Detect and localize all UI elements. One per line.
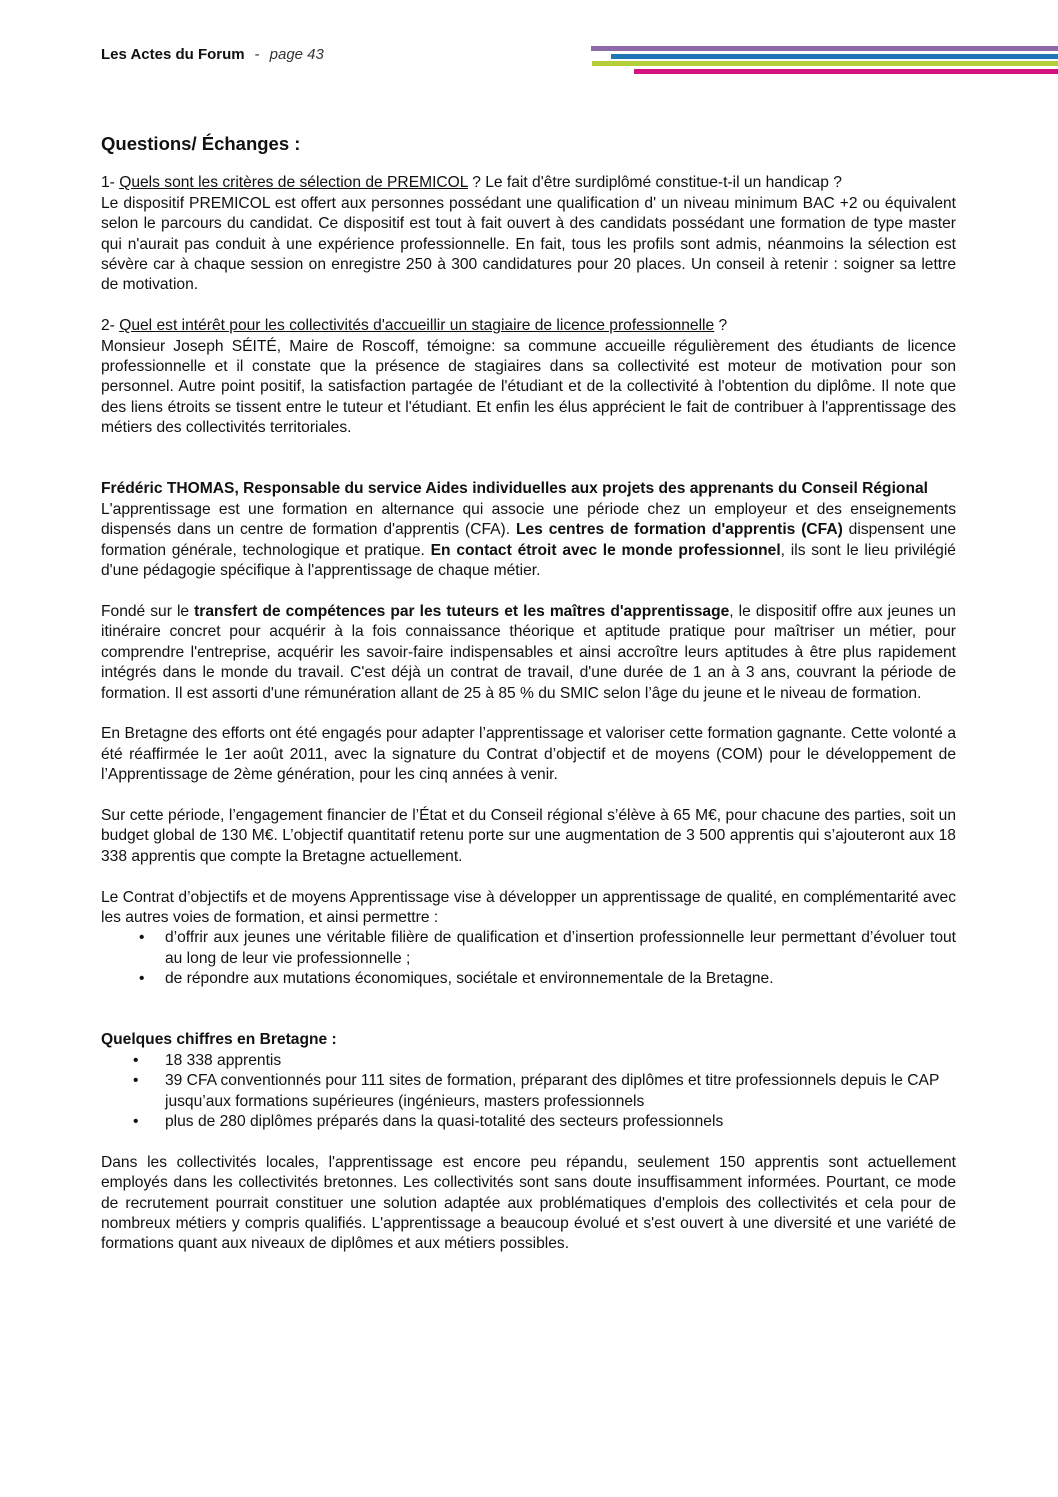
figures-title <box>101 1030 956 1050</box>
header-separator: - <box>254 46 260 63</box>
speaker-paragraph-3: En Bretagne des efforts ont été engagés pour adapter l’apprentissage et valoriser cette formation gagnante. Cette volonté a été réaffirmée le 1er août 2011, avec la signature du Contrat d’objectif et de moyens (COM) pour le développement de l’Apprentissage de 2ème génération, pour les cinq années à venir. <box>101 725 956 784</box>
answer-2: Monsieur Joseph SÉITÉ, Maire de Roscoff, témoigne: sa commune accueille régulièrement des étudiants de licence professionnelle et il constate que la présence de stagiaires dans sa collectivité est moteur de motivation pour son personnel. Autre point positif, la satisfaction partagée de l'étudiant et de la collectivité à l'obtention du diplôme. Il note que des liens étroits se tissent entre le tuteur et l'étudiant. Et enfin les élus apprécient le fait de contribuer à l'apprentissage des métiers des collectivités territoriales. <box>101 337 956 437</box>
text: , ils sont le lieu privilégié d'une pédagogie spécifique à l'apprentissage de chaque métier. <box>101 541 956 580</box>
list-item: • 18 338 apprentis <box>101 1051 956 1071</box>
question-1-tail: ? Le fait d'être surdiplômé constitue-t-il un handicap ? <box>467 174 842 192</box>
section-title: Questions/ Échanges : <box>101 133 301 154</box>
question-number: 2- <box>101 317 120 335</box>
text: dispensent une formation générale, technologique et pratique. <box>101 521 956 559</box>
publication-title: Les Actes du Forum <box>101 46 245 63</box>
running-header <box>101 46 324 63</box>
question-1 <box>101 173 956 193</box>
text: L'apprentissage est une formation en alternance qui associe une période chez un employeur et des enseignements dispensés dans un centre de formation d'apprentis (CFA). <box>101 500 956 539</box>
objectives-list <box>101 928 956 989</box>
list-item: • 39 CFA conventionnés pour 111 sites de formation, préparant des diplômes et titre professionnels depuis le CAP jusqu’aux formations supérieures (ingénieurs, masters professionnels <box>101 1071 956 1112</box>
decor-bar-green <box>592 61 1058 66</box>
list-item: • d’offrir aux jeunes une véritable filière de qualification et d’insertion professionnelle leur permettant d’évoluer tout au long de leur vie professionnelle ; <box>101 928 956 969</box>
question-2-tail: ? <box>714 317 728 335</box>
figures-list <box>101 1051 956 1133</box>
page-body <box>101 134 956 1255</box>
decor-bar-purple <box>591 46 1058 51</box>
page-number: page 43 <box>269 46 324 63</box>
question-2 <box>101 316 956 336</box>
question-1-text: Quels sont les critères de sélection de PREMICOL <box>119 174 468 192</box>
speaker-paragraph-2 <box>101 602 956 704</box>
decor-bar-blue <box>611 54 1058 59</box>
speaker-heading <box>101 479 956 499</box>
speaker-paragraph-4: Sur cette période, l’engagement financier de l’État et du Conseil régional s’élève à 65 M€, pour chacune des parties, soit un budget global de 130 M€. L’objectif quantitatif retenu porte sur une augmentation de 3 500 apprentis qui s’ajouteront aux 18 338 apprentis que compte la Bretagne actuellement. <box>101 806 956 865</box>
figures-title-text: Quelques chiffres en Bretagne : <box>101 1031 337 1049</box>
text: , le dispositif offre aux jeunes un itinéraire concret pour acquérir à la fois connaissance théorique et aptitude pratique pour maîtriser un métier, pour comprendre l'entreprise, acquérir les savoir-faire indispensables et ainsi accroître leurs aptitudes à être plus rapidement intégrés dans le monde du travail. C'est déjà un contrat de travail, d'une durée de 1 an à 3 ans, couvrant la période de formation. Il est assorti d'une rémunération allant de 25 à 85 % du SMIC selon l’âge du jeune et le niveau de formation. <box>101 602 956 702</box>
speaker-paragraph-5: Le Contrat d’objectifs et de moyens Apprentissage vise à développer un apprentissage de qualité, en complémentarité avec les autres voies de formation, et ainsi permettre : <box>101 888 956 926</box>
list-item: • plus de 280 diplômes préparés dans la quasi-totalité des secteurs professionnels <box>101 1112 956 1132</box>
speaker-heading-text: Frédéric THOMAS, Responsable du service Aides individuelles aux projets des apprenants du Conseil Régional <box>101 480 928 498</box>
answer-1: Le dispositif PREMICOL est offert aux personnes possédant une qualification d' un niveau minimum BAC +2 ou équivalent selon le parcours du candidat. Ce dispositif est tout à fait ouvert à des candidats possédant une formation de type master qui n'aurait pas conduit à une expérience professionnelle. En fait, tous les profils sont admis, néanmoins la sélection est sévère car à chaque session on enregistre 250 à 300 candidatures pour 20 places. Un conseil à retenir : soigner sa lettre de motivation. <box>101 194 956 294</box>
emphasis: En contact étroit avec le monde professionnel <box>430 541 781 559</box>
emphasis: Les centres de formation d'apprentis (CFA) <box>515 521 843 539</box>
emphasis: transfert de compétences par les tuteurs et les maîtres d'apprentissage <box>194 602 730 620</box>
speaker-paragraph-1 <box>101 500 956 582</box>
closing-paragraph: Dans les collectivités locales, l'apprentissage est encore peu répandu, seulement 150 apprentis sont actuellement employés dans les collectivités bretonnes. Les collectivités sont sans doute insuffisamment informées. Pourtant, ce mode de recrutement pourrait constituer une solution adaptée aux problématiques d'emplois des collectivités et cela pour de nombreux métiers y compris qualifiés. L'apprentissage a beaucoup évolué et s'est ouvert à une diversité et une variété de formations quant aux niveaux de diplômes et aux métiers possibles. <box>101 1153 956 1253</box>
question-2-text: Quel est intérêt pour les collectivités d'accueillir un stagiaire de licence professionnelle <box>119 317 715 335</box>
question-number: 1- <box>101 174 120 192</box>
decor-bar-magenta <box>634 69 1058 74</box>
list-item: • de répondre aux mutations économiques, sociétale et environnementale de la Bretagne. <box>101 969 956 989</box>
text: Fondé sur le <box>101 602 195 620</box>
